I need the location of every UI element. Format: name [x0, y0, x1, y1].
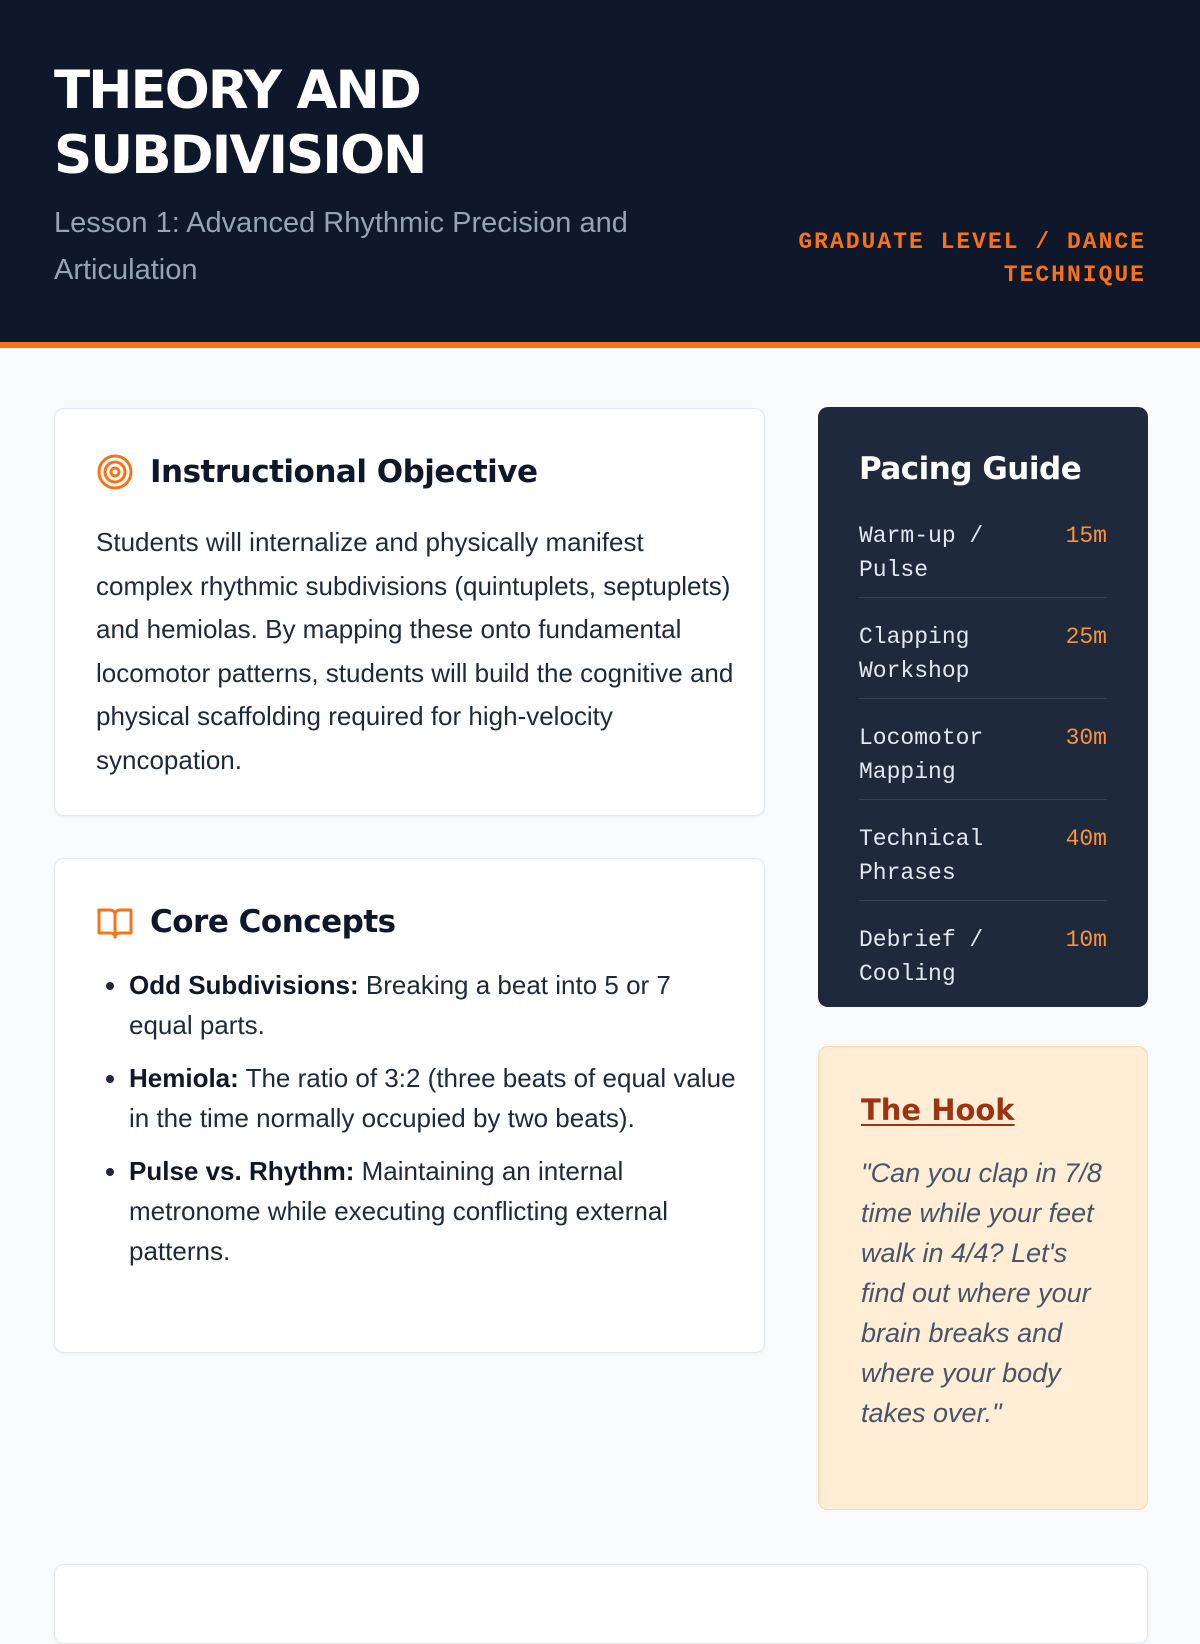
pacing-activity: Debrief / Cooling	[859, 927, 984, 987]
objective-card	[54, 408, 765, 816]
pacing-activity: Technical Phrases	[859, 826, 984, 886]
concept-term: Pulse vs. Rhythm:	[129, 1156, 355, 1186]
pacing-row	[859, 614, 1107, 699]
pacing-row	[859, 816, 1107, 901]
concept-item	[129, 1151, 739, 1271]
hook-heading: The Hook	[861, 1093, 1015, 1127]
pacing-activity: Warm-up / Pulse	[859, 523, 984, 583]
pacing-duration: 10m	[1065, 927, 1107, 953]
pacing-guide-panel	[818, 407, 1148, 1007]
concept-description: Maintaining an internal metronome while executing conflicting external patterns.	[129, 1156, 669, 1266]
objective-text: Students will internalize and physically manifest complex rhythmic subdivisions (quintuplets, septuplets) and hemiolas. By mapping these onto fundamental locomotor patterns, students will build the cognitive and physical scaffolding required for high-velocity syncopation.	[96, 527, 734, 775]
concept-term: Hemiola:	[129, 1063, 239, 1093]
target-icon	[96, 453, 134, 491]
book-open-icon	[96, 903, 134, 941]
level-tag: GRADUATE LEVEL / DANCE TECHNIQUE	[798, 229, 1146, 288]
pacing-heading: Pacing Guide	[859, 451, 1082, 487]
objective-header	[96, 453, 538, 491]
objective-heading: Instructional Objective	[150, 454, 538, 490]
pacing-activity: Locomotor Mapping	[859, 725, 984, 785]
concepts-header	[96, 903, 396, 941]
next-section-card	[54, 1564, 1148, 1644]
pacing-duration: 25m	[1065, 624, 1107, 650]
hook-quote: "Can you clap in 7/8 time while your feet walk in 4/4? Let's find out where your brain breaks and where your body takes over."	[861, 1158, 1102, 1428]
pacing-list	[859, 513, 1107, 1017]
pacing-row	[859, 917, 1107, 1001]
pacing-activity: Clapping Workshop	[859, 624, 970, 684]
concepts-heading: Core Concepts	[150, 904, 396, 940]
concept-term: Odd Subdivisions:	[129, 970, 359, 1000]
concepts-card	[54, 858, 765, 1353]
pacing-duration: 15m	[1065, 523, 1107, 549]
pacing-duration: 40m	[1065, 826, 1107, 852]
lesson-subtitle: Lesson 1: Advanced Rhythmic Precision and Articulation	[54, 207, 628, 286]
concept-description: The ratio of 3:2 (three beats of equal value in the time normally occupied by two beats).	[129, 1063, 736, 1133]
pacing-row	[859, 715, 1107, 800]
pacing-duration: 30m	[1065, 725, 1107, 751]
concept-item	[129, 965, 739, 1045]
concept-description: Breaking a beat into 5 or 7 equal parts.	[129, 970, 671, 1040]
concepts-list	[129, 965, 739, 1284]
page-header	[0, 0, 1200, 348]
hook-callout	[818, 1046, 1148, 1510]
pacing-row	[859, 513, 1107, 598]
page-title: THEORY AND SUBDIVISION	[54, 60, 426, 186]
concept-item	[129, 1058, 739, 1138]
